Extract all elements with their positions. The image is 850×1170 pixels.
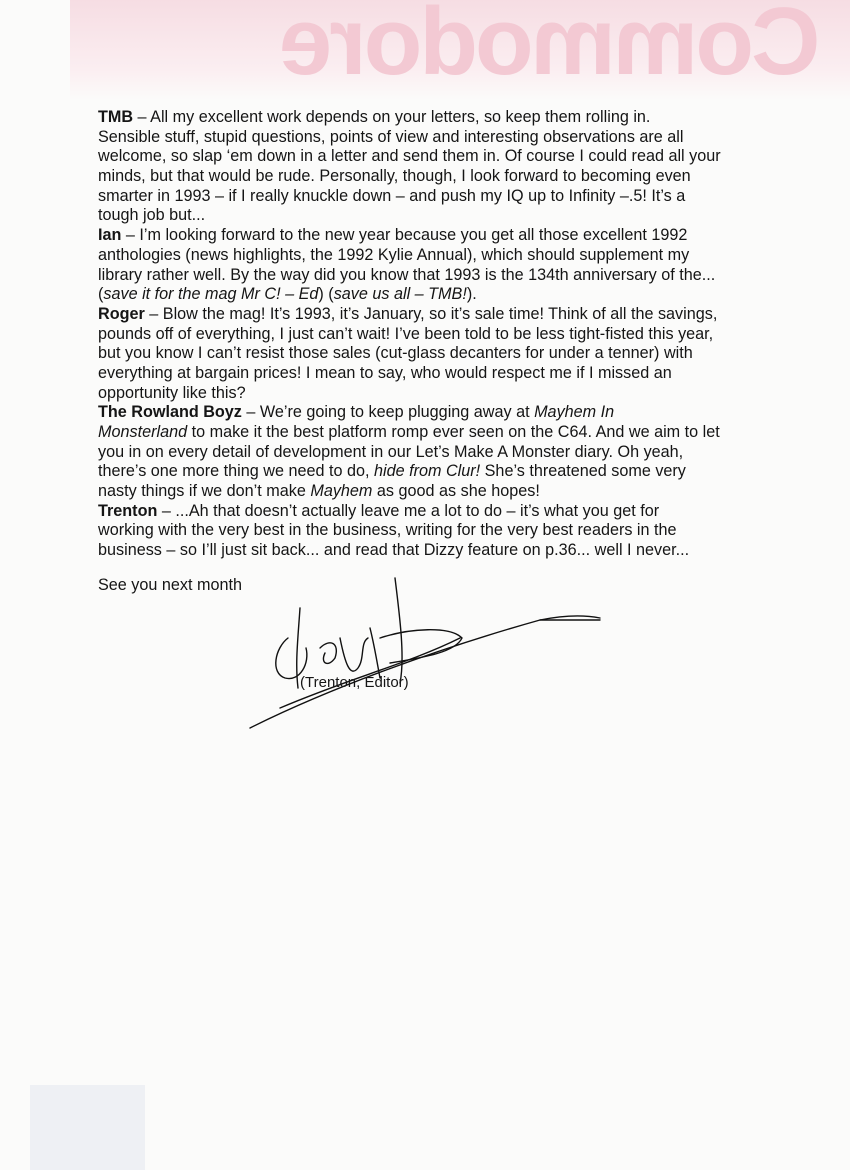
letter-line xyxy=(98,462,721,482)
text-run: Mayhem xyxy=(310,482,373,501)
letter-line xyxy=(98,423,721,443)
letter-line xyxy=(98,344,721,364)
letter-line xyxy=(98,364,721,384)
text-run: business – so I’ll just sit back... and read that Dizzy feature on p.36... well I never... xyxy=(98,541,690,560)
letter-line xyxy=(98,521,721,541)
text-run: smarter in 1993 – if I really knuckle down – and push my IQ up to Infinity –.5! It’s a xyxy=(98,186,686,205)
text-run: – ...Ah that doesn’t actually leave me a lot to do – it’s what you get for xyxy=(157,501,660,520)
letter-line xyxy=(98,502,721,522)
letter-line xyxy=(98,266,721,286)
text-run: everything at bargain prices! I mean to say, who would respect me if I missed an xyxy=(98,363,672,382)
text-run: but you know I can’t resist those sales (cut-glass decanters for under a tenner) with xyxy=(98,344,693,363)
letter-line xyxy=(98,147,721,167)
letter-line xyxy=(98,167,721,187)
letter-line xyxy=(98,226,721,246)
text-run: you in on every detail of development in our Let’s Make A Monster diary. Oh yeah, xyxy=(98,442,684,461)
text-run: Mayhem In xyxy=(534,403,615,422)
contributor-name: Roger xyxy=(98,304,145,323)
letter-line xyxy=(98,206,721,226)
text-run: minds, but that would be rude. Personally, though, I look forward to becoming even xyxy=(98,167,691,186)
letter-line xyxy=(98,187,721,207)
letter-line xyxy=(98,305,721,325)
text-run: – All my excellent work depends on your letters, so keep them rolling in. xyxy=(133,108,651,126)
text-run: – Blow the mag! It’s 1993, it’s January, so it’s sale time! Think of all the savings, xyxy=(144,304,718,323)
editor-signature xyxy=(240,568,620,738)
text-run: anthologies (news highlights, the 1992 Kylie Annual), which should supplement my xyxy=(98,245,690,264)
contributor-name: TMB xyxy=(98,108,134,126)
letter-line xyxy=(98,108,721,128)
contributor-name: Trenton xyxy=(98,501,158,520)
text-run: library rather well. By the way did you know that 1993 is the 134th anniversary of the... xyxy=(98,265,716,284)
letter-line xyxy=(98,482,721,502)
text-run: working with the very best in the business, writing for the very best readers in the xyxy=(98,521,677,540)
letter-line xyxy=(98,541,721,561)
editorial-text xyxy=(98,108,721,561)
text-run: ). xyxy=(466,285,477,304)
letter-line xyxy=(98,325,721,345)
text-run: ) ( xyxy=(318,285,334,304)
contributor-name: The Rowland Boyz xyxy=(98,403,242,422)
text-run: welcome, so slap ‘em down in a letter and send them in. Of course I could read all your xyxy=(98,147,721,166)
text-run: there’s one more thing we need to do, xyxy=(98,462,374,481)
text-run: save it for the mag Mr C! – Ed xyxy=(103,285,319,304)
text-run: Sensible stuff, stupid questions, points of view and interesting observations are all xyxy=(98,127,684,146)
letter-line xyxy=(98,384,721,404)
masthead-show-through xyxy=(70,0,850,100)
letter-line xyxy=(98,285,721,305)
commodore-logo: Commodore xyxy=(281,0,820,95)
text-run: tough job but... xyxy=(98,206,206,225)
text-run: as good as she hopes! xyxy=(372,482,540,501)
text-run: – We’re going to keep plugging away at xyxy=(241,403,535,422)
letter-line xyxy=(98,128,721,148)
signature-caption: (Trenton, Editor) xyxy=(300,674,409,691)
text-run: – I’m looking forward to the new year because you get all those excellent 1992 xyxy=(121,226,688,245)
text-run: Monsterland xyxy=(98,423,188,441)
text-run: save us all – TMB! xyxy=(333,285,467,304)
text-run: pounds off of everything, I just can’t wait! I’ve been told to be less tight-fisted this year, xyxy=(98,324,714,343)
text-run: opportunity like this? xyxy=(98,383,246,402)
page-corner-show-through xyxy=(30,1085,145,1170)
text-run: She’s threatened some very xyxy=(480,462,686,481)
text-run: nasty things if we don’t make xyxy=(98,482,311,501)
text-run: to make it the best platform romp ever seen on the C64. And we aim to let xyxy=(187,423,720,441)
letter-line xyxy=(98,443,721,463)
contributor-name: Ian xyxy=(98,226,122,245)
letter-line xyxy=(98,246,721,266)
text-run: hide from Clur! xyxy=(373,462,481,481)
signoff: See you next month xyxy=(98,576,242,594)
letter-line xyxy=(98,403,721,423)
text-run: ( xyxy=(98,285,104,304)
